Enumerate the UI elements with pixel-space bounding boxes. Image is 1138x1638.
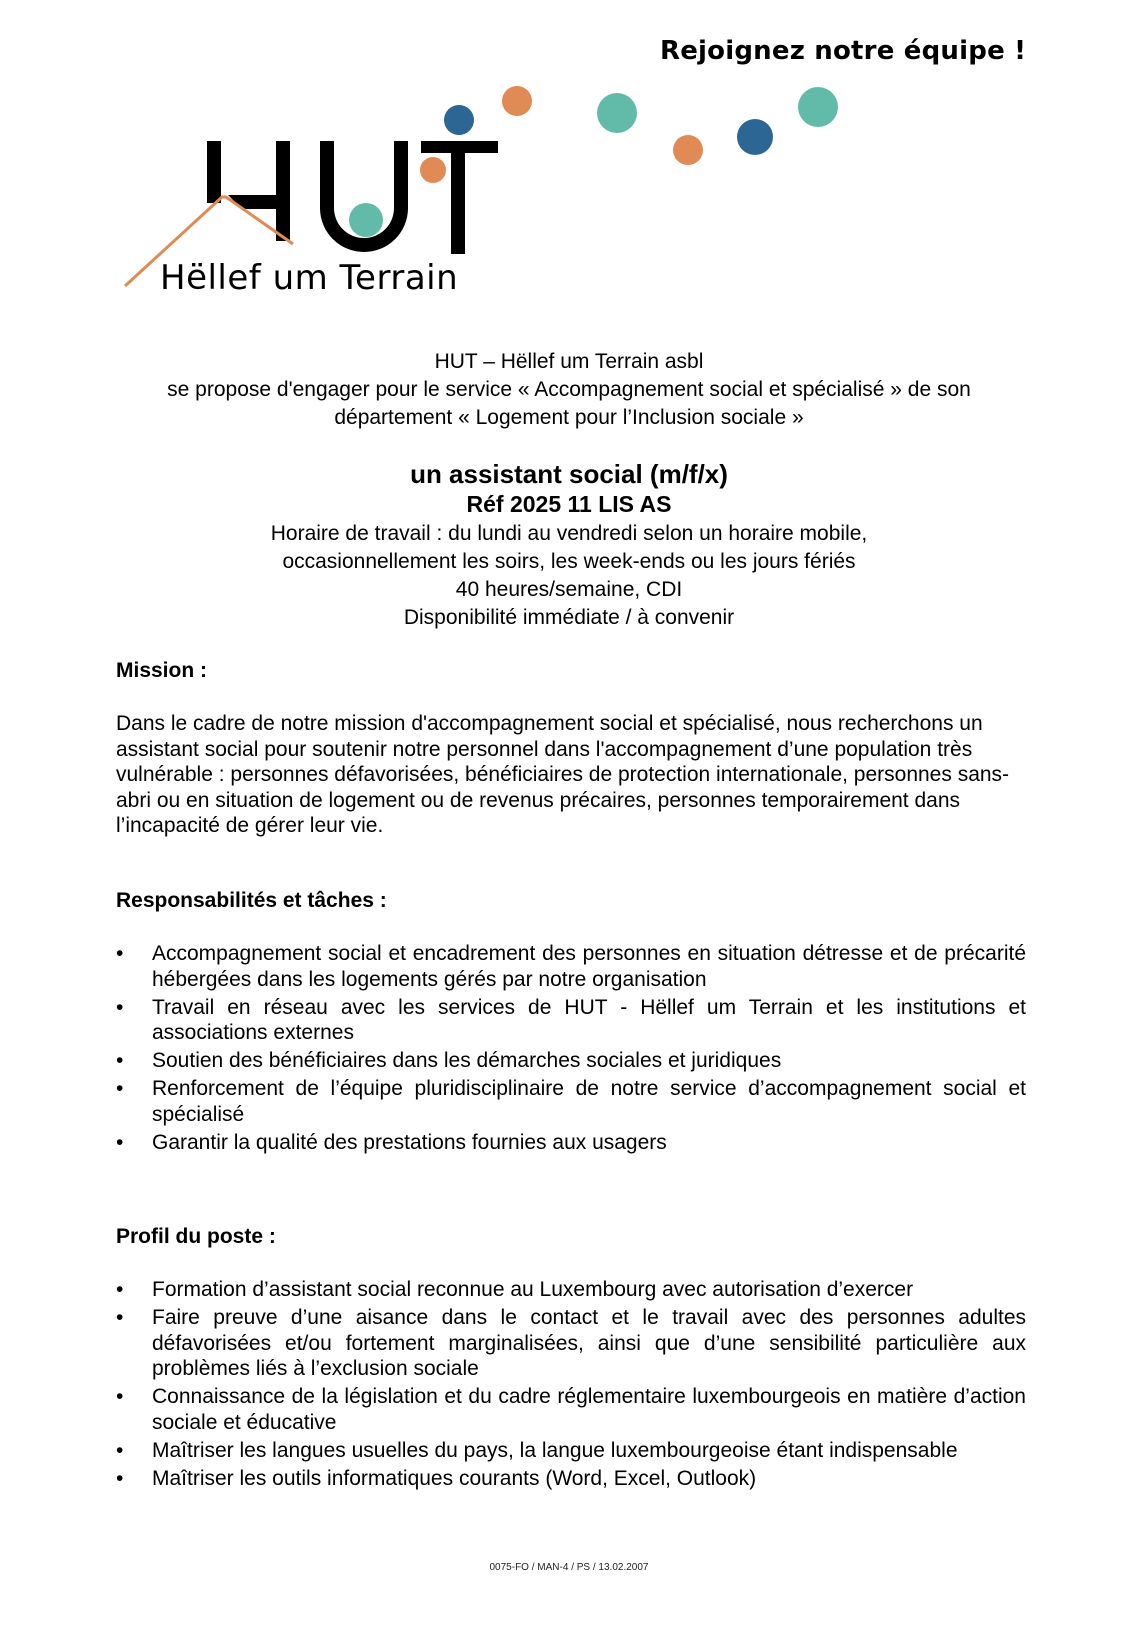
list-item: • Connaissance de la législation et du cadre réglementaire luxembourgeois en matière d’action sociale et éducative bbox=[116, 1385, 1026, 1434]
mission-heading: Mission : bbox=[116, 659, 208, 682]
list-item: • Renforcement de l’équipe pluridisciplinaire de notre service d’accompagnement social et spécialisé bbox=[116, 1077, 1026, 1126]
footer-document-code: 0075-FO / MAN-4 / PS / 13.02.2007 bbox=[489, 1562, 649, 1573]
list-item: • Maîtriser les langues usuelles du pays, la langue luxembourgeoise étant indispensable bbox=[116, 1438, 958, 1462]
job-schedule-line-2: occasionnellement les soirs, les week-ends ou les jours fériés bbox=[282, 550, 856, 573]
tagline: Rejoignez notre équipe ! bbox=[660, 36, 1027, 66]
logo-dot-teal-in-u bbox=[349, 203, 383, 237]
mission-text: Dans le cadre de notre mission d'accompagnement social et spécialisé, nous recherchons un assistant social pour soutenir notre personnel dans l'accompagnement d’une population très vulnérable : personnes défavorisées, bénéficiaires de protection internationale, personnes sans-abri ou en situation de logement ou de revenus précaires, personnes temporairement dans l’incapacité de gérer leur vie. bbox=[116, 712, 1010, 837]
list-item: • Garantir la qualité des prestations fournies aux usagers bbox=[116, 1130, 667, 1154]
bullet-icon: • bbox=[116, 1385, 124, 1408]
bullet-icon: • bbox=[116, 1306, 124, 1329]
list-item: • Soutien des bénéficiaires dans les démarches sociales et juridiques bbox=[116, 1049, 782, 1072]
decor-dot-teal-2 bbox=[798, 87, 838, 127]
intro bbox=[0, 348, 1138, 432]
job-availability: Disponibilité immédiate / à convenir bbox=[403, 606, 735, 629]
bullet-icon: • bbox=[116, 1278, 124, 1301]
decor-dot-teal-1 bbox=[597, 93, 637, 133]
logo-dot-orange-top bbox=[502, 86, 532, 116]
bullet-icon: • bbox=[116, 1049, 124, 1072]
bullet-icon: • bbox=[116, 995, 124, 1019]
job-schedule-line-1: Horaire de travail : du lundi au vendredi selon un horaire mobile, bbox=[270, 522, 868, 545]
list-item: • Formation d’assistant social reconnue au Luxembourg avec autorisation d’exercer bbox=[116, 1278, 914, 1301]
intro-line-3: département « Logement pour l’Inclusion sociale » bbox=[334, 406, 804, 429]
logo-subtitle: Hëllef um Terrain bbox=[160, 258, 459, 298]
profile-list bbox=[116, 1277, 1026, 1494]
list-item: • Travail en réseau avec les services de HUT - Hëllef um Terrain et les institutions et associations externes bbox=[116, 995, 1026, 1044]
decor-dot-blue bbox=[737, 119, 773, 155]
logo-letter-h bbox=[207, 141, 290, 241]
bullet-icon: • bbox=[116, 1438, 124, 1462]
job-reference: Réf 2025 11 LIS AS bbox=[466, 491, 672, 517]
list-item: • Faire preuve d’une aisance dans le contact et le travail avec des personnes adultes défavorisées et/ou fortement marginalisées, ainsi que d’une sensibilité particulière aux problèmes liés à l’exclusion sociale bbox=[116, 1306, 1026, 1380]
bullet-icon: • bbox=[116, 1130, 124, 1154]
responsibilities-list bbox=[116, 941, 1026, 1158]
intro-line-2: se propose d'engager pour le service « Accompagnement social et spécialisé » de son bbox=[167, 378, 971, 401]
bullet-icon: • bbox=[116, 942, 124, 965]
profile-heading: Profil du poste : bbox=[116, 1225, 276, 1248]
bullet-icon: • bbox=[116, 1077, 124, 1100]
responsibilities-heading: Responsabilités et tâches : bbox=[116, 889, 387, 912]
job-details bbox=[0, 520, 1138, 632]
logo-dot-orange-small bbox=[420, 157, 446, 183]
list-item: • Maîtriser les outils informatiques courants (Word, Excel, Outlook) bbox=[116, 1466, 757, 1490]
bullet-icon: • bbox=[116, 1466, 124, 1490]
job-hours: 40 heures/semaine, CDI bbox=[455, 578, 683, 601]
job-title: un assistant social (m/f/x) bbox=[410, 459, 728, 489]
logo-dot-blue-above-t bbox=[444, 105, 474, 135]
intro-line-1: HUT – Hëllef um Terrain asbl bbox=[434, 350, 704, 373]
decor-dot-orange bbox=[673, 135, 703, 165]
list-item: • Accompagnement social et encadrement des personnes en situation détresse et de précarité hébergées dans les logements gérés par notre organisation bbox=[116, 942, 1026, 991]
